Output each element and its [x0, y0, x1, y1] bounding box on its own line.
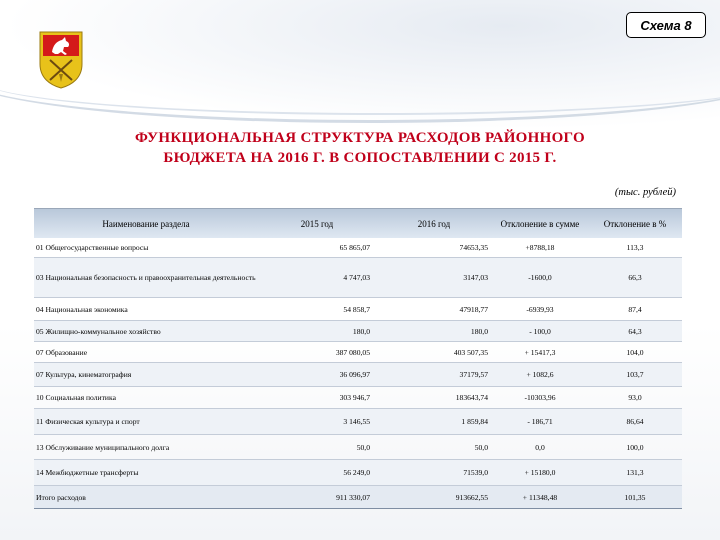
cell-2016: 37179,57: [459, 370, 488, 379]
cell-section: 13 Обслуживание муниципального долга: [36, 442, 170, 452]
cell-2016: 1 859,84: [461, 417, 488, 426]
cell-2016: 180,0: [470, 326, 488, 336]
cell-2015: 54 858,7: [343, 304, 370, 314]
table-row: [34, 298, 682, 321]
cell-2015: 4 747,03: [343, 273, 370, 282]
cell-section: 07 Культура, кинематография: [36, 370, 132, 379]
cell-2015: 180,0: [352, 326, 370, 336]
coat-of-arms-icon: [38, 30, 84, 90]
table-row: [34, 238, 682, 258]
cell-section: 11 Физическая культура и спорт: [36, 417, 140, 426]
cell-2015: 303 946,7: [339, 393, 370, 402]
table-total-row: [34, 486, 682, 509]
cell-section: 14 Межбюджетные трансферты: [36, 468, 139, 477]
cell-section: 01 Общегосударственные вопросы: [36, 243, 149, 252]
table-row: [34, 460, 682, 486]
cell-2015: 36 096,97: [339, 370, 370, 379]
cell-deviation-sum: -6939,93: [526, 304, 554, 314]
cell-2016: 74653,35: [459, 243, 488, 252]
cell-deviation-sum: -1600,0: [528, 273, 552, 282]
cell-deviation-sum: 0,0: [535, 442, 545, 452]
cell-deviation-percent: 113,3: [626, 243, 644, 252]
cell-2016: 403 507,35: [453, 347, 488, 357]
table-row: [34, 435, 682, 460]
cell-deviation-percent: 103,7: [626, 370, 644, 379]
cell-2016: 71539,0: [463, 468, 488, 477]
cell-deviation-percent: 101,35: [624, 492, 646, 502]
cell-2015: 387 080,05: [335, 347, 370, 357]
header-deviation-sum: Отклонение в сумме: [500, 218, 580, 229]
cell-deviation-sum: - 100,0: [529, 326, 551, 336]
table-row: [34, 342, 682, 363]
table-row: [34, 363, 682, 387]
cell-deviation-percent: 100,0: [626, 442, 644, 452]
cell-deviation-sum: +8788,18: [525, 243, 555, 252]
cell-section: 10 Социальная политика: [36, 393, 116, 402]
cell-section: 04 Национальная экономика: [36, 304, 128, 314]
cell-deviation-sum: - 186,71: [527, 417, 553, 426]
budget-table: [34, 208, 682, 508]
cell-deviation-sum: + 15180,0: [524, 468, 556, 477]
cell-deviation-percent: 66,3: [628, 273, 642, 282]
cell-2016: 183643,74: [455, 393, 488, 402]
cell-2016: 47918,77: [459, 304, 488, 314]
table-row: [34, 258, 682, 298]
cell-2016: 913662,55: [455, 492, 488, 502]
cell-section: 03 Национальная безопасность и правоохранительная деятельность: [36, 273, 256, 282]
table-row: [34, 321, 682, 342]
table-header: [34, 209, 682, 238]
header-section: Наименование раздела: [102, 218, 190, 229]
cell-2016: 50,0: [474, 442, 488, 452]
title-line-2: БЮДЖЕТА НА 2016 Г. В СОПОСТАВЛЕНИИ С 2015 Г.: [163, 150, 557, 166]
cell-2015: 65 865,07: [339, 243, 370, 252]
cell-deviation-percent: 93,0: [628, 393, 642, 402]
cell-2015: 911 330,07: [336, 492, 370, 502]
cell-deviation-percent: 87,4: [628, 304, 642, 314]
cell-section: 07 Образование: [36, 347, 88, 357]
cell-2016: 3147,03: [463, 273, 488, 282]
table-row: [34, 409, 682, 435]
page-title: [60, 128, 660, 168]
cell-deviation-sum: + 1082,6: [526, 370, 554, 379]
header-deviation-percent: Отклонение в %: [603, 218, 667, 229]
cell-section: Итого расходов: [36, 492, 86, 502]
cell-deviation-sum: -10303,96: [524, 393, 556, 402]
cell-deviation-percent: 86,64: [626, 417, 644, 426]
cell-2015: 3 146,55: [343, 417, 370, 426]
cell-2015: 56 249,0: [343, 468, 370, 477]
units-note: (тыс. рублей): [614, 187, 676, 198]
cell-deviation-sum: + 11348,48: [522, 492, 558, 502]
cell-deviation-percent: 104,0: [626, 347, 644, 357]
scheme-label: Схема 8: [626, 12, 706, 38]
header-2016: 2016 год: [417, 218, 451, 229]
cell-deviation-sum: + 15417,3: [524, 347, 556, 357]
cell-2015: 50,0: [356, 442, 370, 452]
cell-deviation-percent: 64,3: [628, 326, 642, 336]
cell-section: 05 Жилищно-коммунальное хозяйство: [36, 326, 161, 336]
table-row: [34, 387, 682, 409]
decorative-swoosh-inner: [0, 45, 720, 115]
cell-deviation-percent: 131,3: [626, 468, 644, 477]
title-line-1: ФУНКЦИОНАЛЬНАЯ СТРУКТУРА РАСХОДОВ РАЙОННОГО: [135, 130, 585, 146]
header-2015: 2015 год: [300, 218, 334, 229]
